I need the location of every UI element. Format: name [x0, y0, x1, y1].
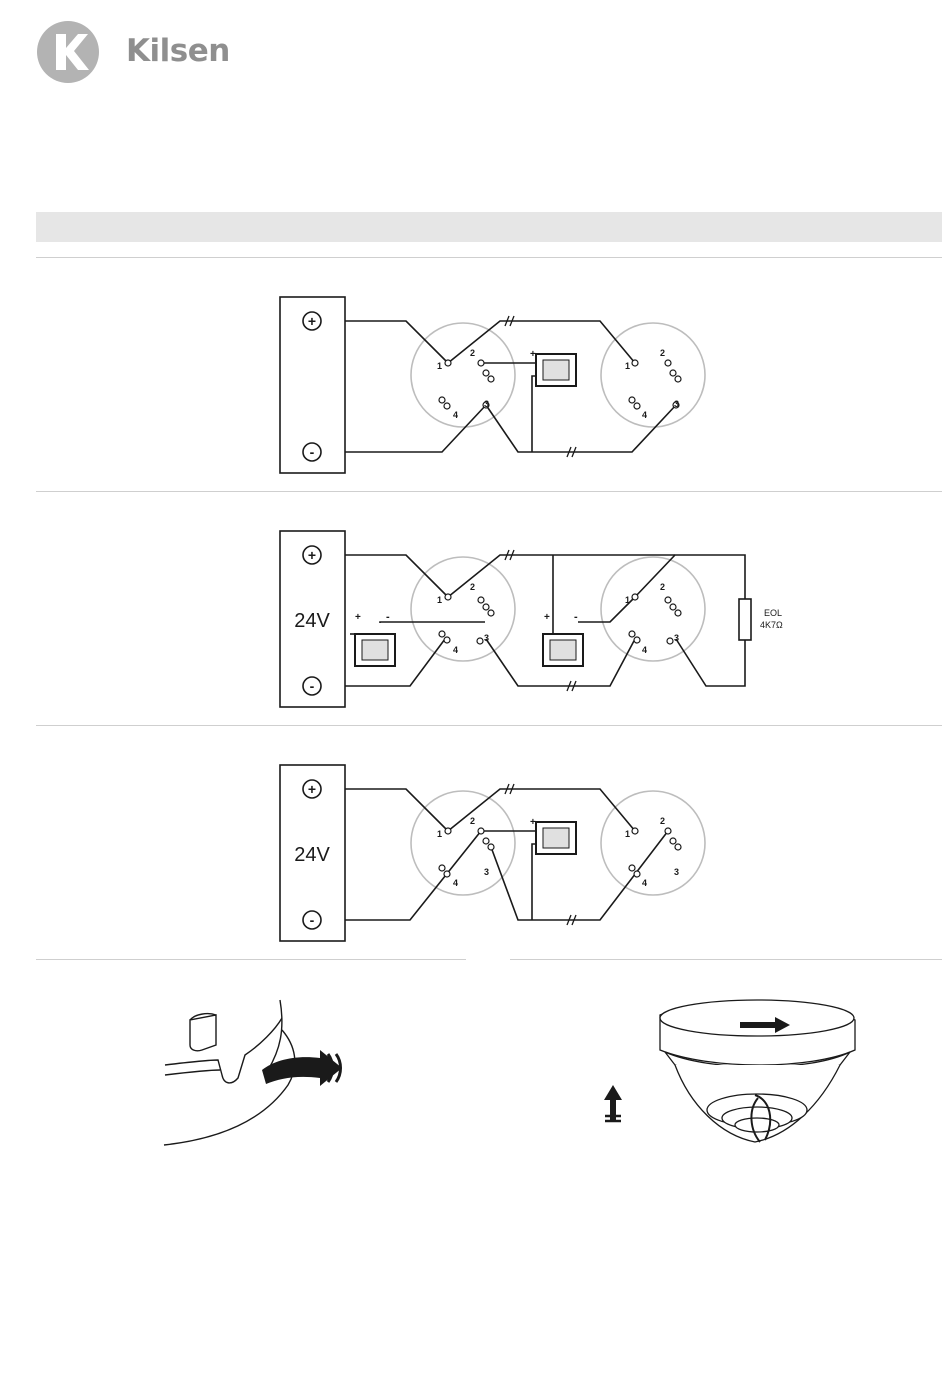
terminal-2-label: 2: [470, 582, 476, 592]
divider: [36, 257, 942, 258]
plus-label: +: [544, 612, 550, 623]
plus-terminal-symbol: +: [307, 547, 317, 563]
terminal-4-label: 4: [642, 410, 648, 420]
terminal-1-label: 1: [625, 361, 631, 371]
terminal-1-label: 1: [437, 829, 443, 839]
terminal-3-label: 3: [674, 867, 680, 877]
plus-label: +: [530, 817, 536, 828]
wiring-diagram-2: [270, 524, 810, 714]
eol-label: EOL: [764, 608, 783, 618]
terminal-4-label: 4: [642, 645, 648, 655]
terminal-2-label: 2: [660, 582, 666, 592]
terminal-1-label: 1: [625, 829, 631, 839]
base-tab-insert-illustration: [150, 990, 370, 1160]
wiring-diagram-3: [270, 758, 720, 948]
supply-voltage-label: 24V: [294, 610, 330, 632]
terminal-2-label: 2: [660, 348, 666, 358]
terminal-2-label: 2: [660, 816, 666, 826]
minus-label: -: [574, 611, 578, 623]
detector-rotate-illustration: [600, 990, 870, 1160]
terminal-1-label: 1: [625, 595, 631, 605]
terminal-4-label: 4: [642, 878, 648, 888]
plus-label: +: [530, 349, 536, 360]
terminal-4-label: 4: [453, 878, 459, 888]
terminal-3-label: 3: [484, 867, 490, 877]
terminal-3-label: 3: [674, 633, 680, 643]
terminal-3-label: 3: [674, 399, 680, 409]
minus-label: -: [386, 611, 390, 623]
terminal-3-label: 3: [484, 399, 490, 409]
terminal-1-label: 1: [437, 595, 443, 605]
supply-voltage-label: 24V: [294, 844, 330, 866]
terminal-2-label: 2: [470, 816, 476, 826]
divider: [510, 959, 942, 960]
divider: [36, 959, 466, 960]
kilsen-logo-icon: [36, 20, 100, 84]
plus-terminal-symbol: +: [307, 313, 317, 329]
terminal-3-label: 3: [484, 633, 490, 643]
plus-terminal-symbol: +: [307, 781, 317, 797]
plus-label: +: [355, 612, 361, 623]
divider: [36, 725, 942, 726]
terminal-4-label: 4: [453, 410, 459, 420]
minus-terminal-symbol: -: [309, 678, 315, 694]
minus-terminal-symbol: -: [309, 444, 315, 460]
terminal-4-label: 4: [453, 645, 459, 655]
terminal-1-label: 1: [437, 361, 443, 371]
minus-terminal-symbol: -: [309, 912, 315, 928]
brand-name: Kilsen: [126, 33, 230, 69]
wiring-diagram-1: [270, 290, 720, 480]
divider: [36, 491, 942, 492]
section-header-band: [36, 212, 942, 242]
terminal-2-label: 2: [470, 348, 476, 358]
eol-value: 4K7Ω: [760, 620, 783, 630]
